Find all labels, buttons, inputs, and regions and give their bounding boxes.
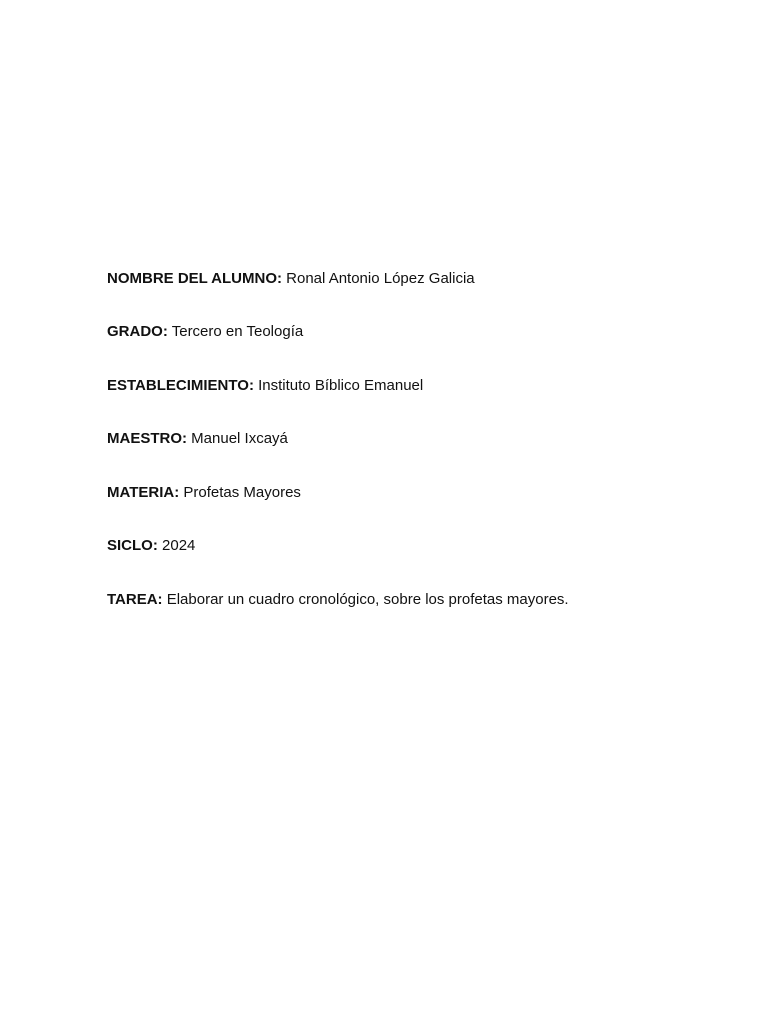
- field-value: Instituto Bíblico Emanuel: [253, 377, 424, 394]
- grade-field: [107, 323, 303, 341]
- field-value: Manuel Ixcayá: [187, 430, 288, 447]
- subject-field: [107, 484, 301, 502]
- field-value: Profetas Mayores: [179, 484, 301, 501]
- field-label: TAREA:: [107, 591, 163, 608]
- assignment-field: [107, 591, 569, 609]
- field-label: SICLO:: [107, 537, 158, 554]
- field-value: Ronal Antonio López Galicia: [282, 270, 475, 287]
- field-value: Tercero en Teología: [167, 323, 304, 340]
- teacher-field: [107, 430, 288, 448]
- student-name-field: [107, 270, 475, 288]
- field-label: NOMBRE DEL ALUMNO:: [107, 270, 282, 287]
- cycle-field: [107, 537, 195, 555]
- field-value: Elaborar un cuadro cronológico, sobre los profetas mayores.: [162, 591, 569, 608]
- field-label: GRADO:: [107, 323, 168, 340]
- field-label: ESTABLECIMIENTO:: [107, 377, 254, 394]
- field-value: 2024: [157, 537, 196, 554]
- field-label: MAESTRO:: [107, 430, 187, 447]
- field-label: MATERIA:: [107, 484, 180, 501]
- institution-field: [107, 377, 423, 395]
